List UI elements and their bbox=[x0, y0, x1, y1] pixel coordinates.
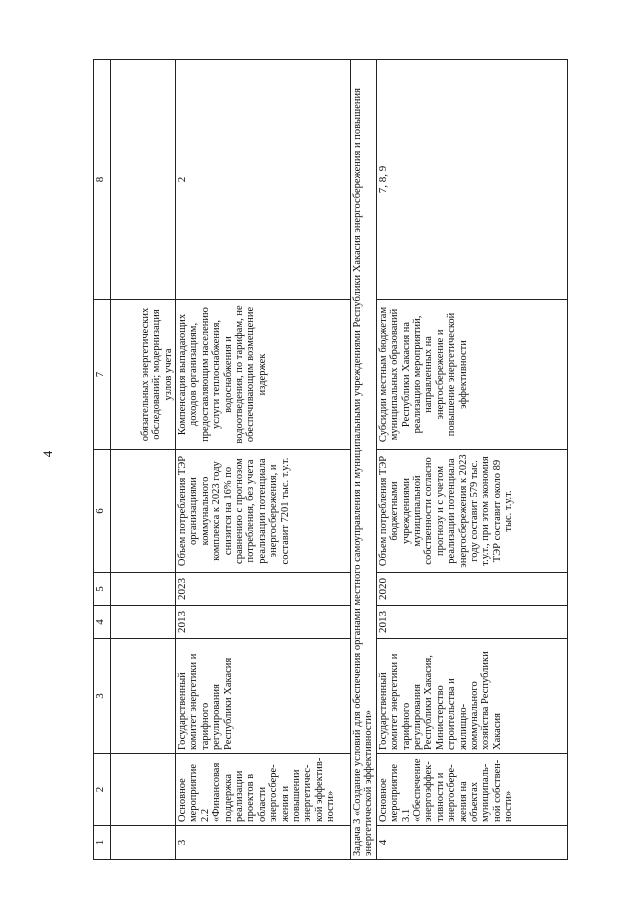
row4-executor: Государственный комитет энергетики и тарифного регулирования Республики Хакасия, Министерство строительства и жилищно-коммунального хозяйства Республики Хакасия bbox=[376, 639, 567, 754]
row3-expected-result: Объем потребления ТЭР организациями коммунального комплекса к 2023 году снизится на 16% по сравнению с прогнозом потребления, без учета реализации потенциала энергосбережения, и составит 7201 тыс. т.у.т. bbox=[176, 450, 351, 573]
table-row-continued bbox=[111, 60, 176, 860]
column-number-5: 5 bbox=[94, 573, 111, 606]
row4-expected-result: Объем потребления ТЭР бюджетными учреждениями муниципальной собственности согласно прогнозу и с учетом реализации потенциала энергосбережения к 2023 году составит 579 тыс. т.у.т., при этом экономия ТЭР составит около 89 тыс. т.у.т. bbox=[376, 450, 567, 573]
row4-activity-name: Основное мероприятие 3.1 «Обеспечение энергоэффек-тивности и энергосбере-жения на объектах муниципаль-ной собствен-ности» bbox=[376, 754, 567, 826]
column-number-8: 8 bbox=[94, 60, 111, 300]
row3-number: 3 bbox=[176, 826, 351, 860]
task-3-row bbox=[351, 60, 377, 860]
table-row-4 bbox=[376, 60, 567, 860]
page-number: 4 bbox=[40, 450, 55, 458]
row4-end-year: 2020 bbox=[376, 573, 567, 606]
row4-indicators: 7, 8, 9 bbox=[376, 60, 567, 300]
row4-description: Субсидии местным бюджетам муниципальных образований Республики Хакасия на реализацию мероприятий, направленных на энергосбережение и повышение энергетической эффективности bbox=[376, 300, 567, 450]
row3-indicators: 2 bbox=[176, 60, 351, 300]
column-number-1: 1 bbox=[94, 826, 111, 860]
column-number-3: 3 bbox=[94, 639, 111, 754]
task-3-heading: Задача 3 «Создание условий для обеспечения органами местного самоуправления и муниципальными учреждениями Республики Хакасия энергосбережения и повышения энергетической эффективности» bbox=[351, 60, 377, 860]
row4-start-year: 2013 bbox=[376, 606, 567, 639]
column-number-6: 6 bbox=[94, 450, 111, 573]
rotated-table-container bbox=[93, 60, 543, 860]
continued-description: обязательных энергетических обследований; модернизация узлов учета bbox=[111, 300, 176, 450]
program-table bbox=[93, 59, 568, 860]
table-row-3 bbox=[176, 60, 351, 860]
column-number-2: 2 bbox=[94, 754, 111, 826]
row4-number: 4 bbox=[376, 826, 567, 860]
row3-start-year: 2013 bbox=[176, 606, 351, 639]
column-number-row bbox=[94, 60, 111, 860]
row3-activity-name: Основное мероприятие 2.2 «Финансовая поддержка реализации проектов в области энергосбере-жения и повышении энергетичес-кой эффектив-ности» bbox=[176, 754, 351, 826]
column-number-4: 4 bbox=[94, 606, 111, 639]
column-number-7: 7 bbox=[94, 300, 111, 450]
row3-end-year: 2023 bbox=[176, 573, 351, 606]
row3-executor: Государственный комитет энергетики и тарифного регулирования Республики Хакасия bbox=[176, 639, 351, 754]
row3-description: Компенсация выпадающих доходов организациям, предоставляющим населению услуги теплоснабжения, водоснабжения и водоотведения, по тарифам, не обеспечивающим возмещение издержек bbox=[176, 300, 351, 450]
